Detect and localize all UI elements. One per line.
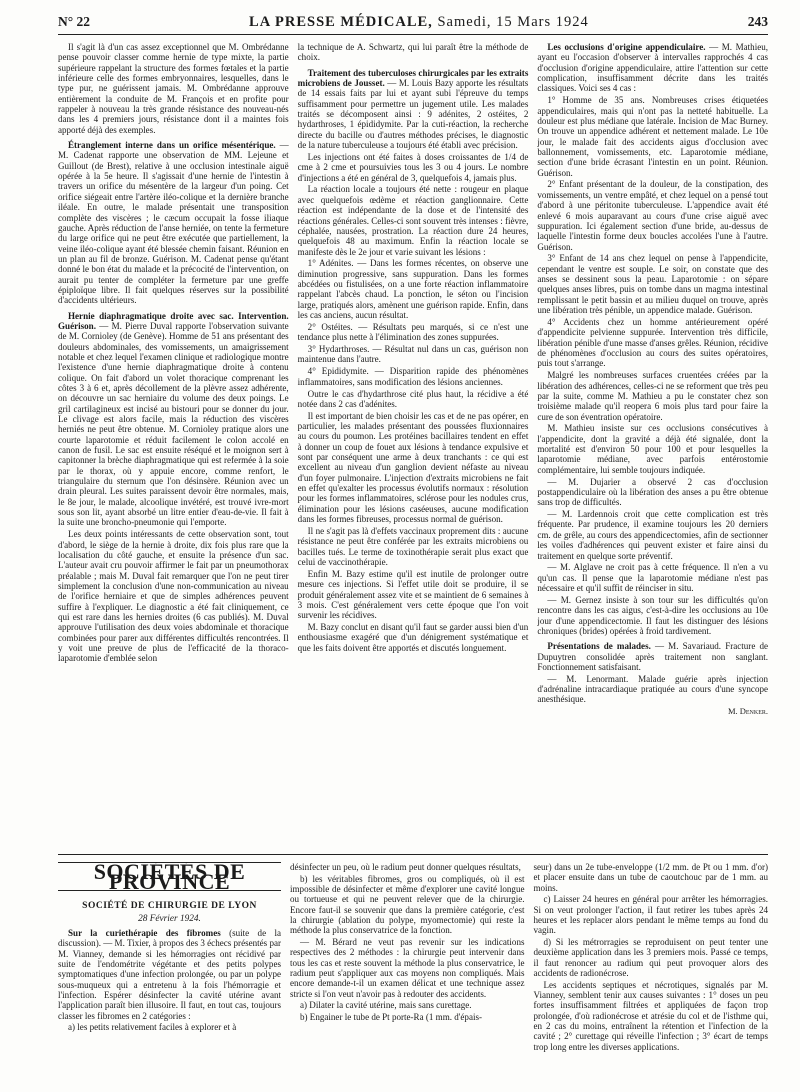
text-paragraph: Les deux points intéressants de cette observation sont, tout d'abord, le siège de la hernie à droite, dix fois plus rare que la localisation du côté gauche, et ensuite la présence d'un sac. L'auteur avait cru pouvoir affirmer le fait par un pneumothorax préalable ; mais M. Duval fait remarquer que l'on ne peut tirer simplement la conclusion d'une non-communication au niveau de l'orifice herniaire et que de simples adhérences peuvent suffire à l'expliquer. Le diagnostic a été fait cliniquement, ce qui est rare dans les hernies droites (6 cas publiés). M. Duval approuve l'utilisation des deux voies abdominale et thoracique combinées pour parer aux différentes difficultés rencontrées. Il y voit une preuve de plus de l'efficacité de la thoraco-laparotomie d'emblée selon bbox=[58, 529, 289, 664]
section-heading: Traitement des tuberculoses chirurgicales par les extraits microbiens de Jousset. bbox=[297, 67, 529, 89]
text-paragraph: 1° Adénites. — Dans les formes récentes, on observe une diminution progressive, sans suppuration. Dans les formes abcédées ou fistulisées, on a une forte réaction inflammatoire rappelant l'abcès chaud. La ponction, le séton ou l'incision large, pratiqués alors, amènent une guérison rapide. Enfin, dans les cas anciens, aucun résultat. bbox=[297, 258, 529, 321]
text-paragraph: 4° Epididymite. — Disparition rapide des phénomènes inflammatoires, sans modification des lésions anciennes. bbox=[297, 366, 529, 387]
text-paragraph: a) les petits relativement faciles à explorer et à bbox=[68, 1022, 237, 1033]
text-paragraph: 1° Homme de 35 ans. Nombreuses crises étiquetées appendiculaires, mais qui n'ont pas la netteté habituelle. La douleur est plus médiane que latérale. Incision de Mac Burney. On trouve un appendice adhérent et nettement malade. Le 10e jour, le malade fait des accidents aigus d'occlusion avec ballonnement, vomissements, etc. Laparotomie médiane, section d'une bride écrasant l'intestin en un point. Réunion. Guérison. bbox=[537, 95, 768, 178]
text-paragraph: — M. Lardennois croit que cette complication est très fréquente. Par prudence, il examine toujours les 20 derniers cm. de grêle, au cours des appendicectomies, afin de sectionner les voiles d'adhérences qui peuvent exister et faire ainsi du traitement en quelque sorte préventif. bbox=[537, 509, 768, 561]
text-paragraph: désinfecter un peu, où le radium peut donner quelques résultats, bbox=[290, 862, 521, 872]
section-heading: Étranglement interne dans un orifice mésentérique. bbox=[68, 140, 276, 151]
section-paragraph bbox=[58, 140, 289, 306]
text-paragraph: Enfin M. Bazy estime qu'il est inutile de prolonger outre mesure ces injections. Si l'effet utile doit se produire, il se produit généralement assez vite et se maintient de 6 semaines à 3 mois. C'est généralement vers cette époque que l'on voit survenir les récidives. bbox=[297, 568, 529, 621]
section-paragraph bbox=[537, 641, 768, 672]
section-divider bbox=[58, 854, 768, 855]
running-header bbox=[58, 14, 768, 35]
banner-title: SOCIÉTÉS DE PROVINCE bbox=[93, 862, 246, 895]
lower-column-1 bbox=[58, 862, 281, 1053]
section-paragraph bbox=[298, 68, 529, 151]
lower-column-2 bbox=[290, 862, 525, 1053]
text-paragraph: d) Si les métrorragies se reproduisent on peut tenter une deuxième application dans les 3 premiers mois. Passé ce temps, il faut renoncer au radium qui peut provoquer alors des accidents de radionécrose. bbox=[533, 937, 768, 978]
text-paragraph: — M. Bérard ne veut pas revenir sur les indications respectives des 2 méthodes : la chirurgie peut intervenir dans tous les cas et reste souvent la méthode la plus conservatrice, le radium peut s'appliquer aux cas moyens non compliqués. Mais encore demande-t-il un examen délicat et une technique assez stricte si l'on veut n'avoir pas à redouter des accidents. bbox=[290, 937, 525, 999]
text-paragraph: — M. Lenormant. Malade guérie après injection d'adrénaline intracardiaque pratiquée au cours d'une syncope anesthésique. bbox=[537, 673, 768, 705]
text-paragraph: Il est important de bien choisir les cas et de ne pas opérer, en particulier, les malades présentant des poussées fluxionnaires au cours du poumon. Les protéines bacillaires tendent en effet à donner un coup de fouet aux lésions à tendance expulsive et sont par conséquent une arme à deux tranchants : ce qui est excellent au niveau d'un ganglion devient néfaste au niveau d'un foyer pulmonaire. L'injection d'extraits microbiens ne fait en effet qu'exalter les processus évolutifs normaux : résolution pour les formes inflammatoires, sclérose pour les nodules crus, élimination pour les lésions caséeuses, aucune modification dans les formes fibreuses, processus normal de guérison. bbox=[297, 410, 529, 525]
section-paragraph bbox=[537, 42, 768, 94]
page-number: 243 bbox=[747, 14, 768, 29]
section-heading: Hernie diaphragmatique droite avec sac. Intervention. Guérison. bbox=[58, 310, 289, 331]
section-body: — M. Louis Bazy apporte les résultats de 14 essais faits par lui et ayant subi l'épreuve du temps suffisamment pour permettre un jugement utile. Les malades traités se décomposent ainsi : 9 adénites, 2 ostéites, 2 hydarthroses, 1 épididymite. Par la cuti-réaction, la recherche directe du bacille ou d'autres méthodes précises, le diagnostic de la nature tuberculeuse a toujours été établi avec précision. bbox=[297, 78, 529, 151]
text-paragraph: 3° Hydarthroses. — Résultat nul dans un cas, guérison non maintenue dans l'autre. bbox=[297, 344, 529, 365]
section-body: — M. Pierre Duval rapporte l'observation suivante de M. Cornioley (de Genève). Homme de 51 ans présentant des douleurs abdominales, des vomissements, un amaigrissement notable et chez lequel l'examen clinique et radiologique montre l'existence d'une hernie diaphragmatique droite à contenu colique. On fait d'abord un volet thoracique comprenant les côtes 3 à 6 et, après décollement de la plèvre assez adhérente, on découvre un sac herniaire du volume des deux poings. Le gril cartilagineux est incisé au bistouri pour se donner du jour. Le clivage est alors facile, mais la réduction des viscères herniés ne peut être obtenue. M. Cornioley pratique alors une courte laparotomie et réduit facilement le colon accolé en canon de fusil. Le sac est ensuite réséqué et le moignon sert à capitonner la brèche diaphragmatique qui est refermée à la soie par le thorax, où y appuie encore, comme renfort, le triangulaire du sternum que l'on désinsère. Réunion avec un drain pleural. Les suites paraissent devoir être normales, mais, le 8e jour, le malade, alcoolique invétéré, est trouvé ivre-mort sous son lit, ayant absorbé un litre entier d'eau-de-vie. Il fait à la suite une broncho-pneumonie qui l'emporte. bbox=[58, 320, 289, 528]
text-paragraph: Il ne s'agit pas là d'effets vaccinaux proprement dits : aucune résistance ne peut être conférée par les extraits microbiens ou bacilles tués. Le terme de toxinothérapie serait plus exact que celui de vaccinothérapie. bbox=[297, 525, 529, 567]
text-paragraph: M. Mathieu insiste sur ces occlusions consécutives à l'appendicite, dont la gravité a déjà été signalée, dont la mortalité est d'environ 50 pour 100 et pour lesquelles la laparotomie médiane, avec parfois entérostomie complémentaire, lui semble toujours indiquée. bbox=[537, 423, 768, 475]
text-paragraph: 4° Accidents chez un homme antérieurement opéré d'appendicite pelvienne suppurée. Intervention très difficile, libération pénible d'une masse d'anses grêles. Réunion, récidive de phénomènes d'occlusion au cours des suites opératoires, puis tout s'arrange. bbox=[537, 316, 768, 369]
text-paragraph: Outre le cas d'hydarthrose cité plus haut, la récidive a été notée dans 2 cas d'adénites. bbox=[297, 388, 529, 409]
text-paragraph: La réaction locale a toujours été nette : rougeur en plaque avec quelquefois œdème et réaction ganglionnaire. Cette réaction est indépendante de la dose et de l'intensité des réactions générales. Celles-ci sont souvent très intenses : fièvre, céphalée, nausées, prostration. La réaction dure 24 heures, quelquefois 48 au maximum. Enfin la réaction locale se manifeste dès le 2e jour et varie suivant les lésions : bbox=[297, 184, 529, 257]
lower-column-3 bbox=[534, 862, 769, 1053]
text-paragraph: b) les véritables fibromes, gros ou compliqués, où il est impossible de désinfecter et même d'explorer une cavité longue ou tortueuse et qui ne peuvent relever que de la chirurgie. Encore faut-il se souvenir que dans la première catégorie, c'est la chirurgie (ablation du polype, myomectomie) qui reste la méthode la plus conservatrice de la fonction. bbox=[290, 873, 525, 936]
text-paragraph: — M. Dujarier a observé 2 cas d'occlusion postappendiculaire où la libération des anses a pu être obtenue sans trop de difficultés. bbox=[537, 476, 768, 508]
text-paragraph: Malgré les nombreuses surfaces cruentées créées par la libération des adhérences, celles-ci ne se reforment que très peu par la suite, comme M. Mathieu a pu le constater chez son troisième malade qu'il reopera 6 mois plus tard pour faire la cure de son éventration opératoire. bbox=[537, 370, 768, 422]
text-paragraph: 3° Enfant de 14 ans chez lequel on pense à l'appendicite, cependant le ventre est souple. Le soir, on constate que des anses se dessinent sous la peau. Laparotomie : on sépare quelques anses libres, puis on tombe dans un magma intestinal remplissant le petit bassin et au milieu duquel on trouve, après une libération très pénible, un appendice malade. Guérison. bbox=[537, 253, 768, 316]
column-2 bbox=[298, 42, 529, 717]
text-paragraph: 2° Ostéites. — Résultats peu marqués, si ce n'est une tendance plus nette à l'élimination des zones suppurées. bbox=[297, 321, 529, 343]
upper-section bbox=[58, 42, 768, 846]
section-paragraph bbox=[58, 928, 281, 1021]
issue-number: N° 22 bbox=[58, 14, 91, 29]
section-heading: Les occlusions d'origine appendiculaire. bbox=[547, 42, 706, 52]
column-1 bbox=[58, 42, 289, 717]
session-date: 28 Février 1924. bbox=[138, 913, 201, 924]
text-paragraph: a) Dilater la cavité utérine, mais sans curettage. bbox=[300, 1000, 472, 1011]
text-paragraph: c) Laisser 24 heures en général pour arrêter les hémorragies. Si on veut prolonger l'action, il faut retirer les tubes après 24 heures et les replacer alors pendant le même temps au fond du vagin. bbox=[533, 894, 768, 936]
section-body: (suite de la discussion). — M. Tixier, à propos des 3 échecs présentés par M. Vianney, demande si les hémorragies ont récidivé par suite de l'endométrite végétante et des petits polypes symptomatiques d'une infection prolongée, ou par un polype sous-muqueux qui a entretenu à la fois l'hémorragie et l'infection. Espérer désinfecter la cavité utérine avant l'application paraît bien illusoire. Il faut, en tout cas, toujours classer les fibromes en 2 catégories : bbox=[58, 928, 282, 1021]
journal-title-line bbox=[249, 14, 589, 31]
text-paragraph: M. Bazy conclut en disant qu'il faut se garder aussi bien d'un enthousiasme exagéré que d'un dénigrement systématique et que les faits doivent être apportés et discutés longuement. bbox=[297, 622, 529, 653]
section-heading: Sur la curiethérapie des fibromes bbox=[68, 928, 221, 939]
lower-section bbox=[58, 862, 768, 1092]
text-paragraph: 2° Enfant présentant de la douleur, de la constipation, des vomissements, un ventre empâté, et chez lequel on a pensé tout d'abord à une péritonite tuberculeuse. L'appendice avait été enlevé 6 mois auparavant au cours d'une crise aiguë avec suppuration. Ici également section d'une bride, au-dessus de laquelle l'intestin forme deux boucles accolées l'une à l'autre. Guérison. bbox=[537, 179, 768, 252]
column-3 bbox=[537, 42, 768, 717]
section-banner bbox=[58, 862, 281, 895]
text-paragraph: — M. Gernez insiste à son tour sur les difficultés qu'on rencontre dans les cas aigus, c'est-à-dire les occlusions au 10e jour d'une appendicectomie. Il faut les distinguer des lésions chroniques (brides) opérées à froid tardivement. bbox=[537, 594, 768, 636]
society-title: SOCIÉTÉ DE CHIRURGIE DE LYON bbox=[82, 900, 257, 911]
journal-name: LA PRESSE MÉDICALE, bbox=[249, 14, 433, 30]
text-paragraph: seur) dans un 2e tube-enveloppe (1/2 mm. de Pt ou 1 mm. d'or) et placer ensuite dans un tube de caoutchouc par de 1 mm. au moins. bbox=[533, 862, 768, 893]
section-paragraph bbox=[58, 311, 289, 528]
text-paragraph: — M. Alglave ne croit pas à cette fréquence. Il n'en a vu qu'un cas. Il pense que la laparotomie médiane n'est pas nécessaire et qu'il suffit de réinciser in situ. bbox=[537, 562, 768, 594]
text-paragraph: Les accidents septiques et nécrotiques, signalés par M. Vianney, semblent tenir aux causes suivantes : 1° doses un peu fortes insuffisamment filtrées et appliquées de façon trop prolongée, d'où radionécrose et atrésie du col et de l'isthme qui, en 2 cas du moins, entraînent la rétention et l'infection de la cavité ; 2° curettage qui réveille l'infection ; 3° écart de temps trop long entre les diverses applications. bbox=[533, 979, 768, 1052]
section-heading: Présentations de malades. bbox=[547, 641, 651, 652]
text-paragraph: Il s'agit là d'un cas assez exceptionnel que M. Ombrédanne pense pouvoir classer comme hernie de type mixte, la partie supérieure rappelant la structure des formes fœtales et la partie inférieure celle des formes embryonnaires, lesquelles, dans le type pur, ne guérissent jamais. M. Ombrédanne approuve entièrement la conduite de M. François et en profite pour rappeler à nouveau la très grande résistance des nouveau-nés dans les 4 premiers jours, résistance dont il a maintes fois apporté déjà des exemples. bbox=[58, 42, 289, 135]
text-paragraph: b) Engainer le tube de Pt porte-Ra (1 mm. d'épais- bbox=[300, 1012, 483, 1023]
issue-date: Samedi, 15 Mars 1924 bbox=[437, 14, 589, 30]
text-paragraph: Les injections ont été faites à doses croissantes de 1/4 de cme à 2 cme et poursuivies tous les 3 ou 4 jours. Le nombre d'injections a été en général de 3, quelquefois 4, jamais plus. bbox=[297, 151, 529, 183]
text-paragraph: la technique de A. Schwartz, qui lui paraît être la méthode de choix. bbox=[297, 42, 529, 63]
section-body: — M. Mathieu, ayant eu l'occasion d'observer à intervalles rapprochés 4 cas d'occlusion d'origine appendiculaire, attire l'attention sur cette complication, insuffisamment décrite dans les traités classiques. Voici ses 4 cas : bbox=[537, 42, 768, 94]
section-body: — M. Savariaud. Fracture de Dupuytren consolidée après traitement non sanglant. Fonctionnement satisfaisant. bbox=[537, 641, 768, 672]
section-body: — M. Cadenat rapporte une observation de MM. Lejeune et Guillout (de Brest), relative à une occlusion intestinale aiguë opérée à la 5e heure. Il s'agissait d'une hernie de l'intestin à travers un orifice du mésentère de la largeur d'un poing. Cet orifice siégeait entre l'artère iléo-colique et la dernière branche iléale. En outre, le malade présentait une transposition complète des viscères ; le cæcum occupait la fosse iliaque gauche. Après réduction de l'anse herniée, on tente la fermeture du large orifice qui ne peut être exécutée que partiellement, la veine iléo-colique ayant été blessée chemin faisant. Réunion en un plan au fil de bronze. Guérison. M. Cadenat pense qu'étant donné le bon état du malade et la précocité de l'intervention, on aurait pu tenter de compléter la fermeture par une greffe épiploïque libre. Il fait quelques réserves sur la possibilité d'accidents ultérieurs. bbox=[58, 140, 289, 306]
author-signature: M. Denker. bbox=[727, 706, 768, 717]
